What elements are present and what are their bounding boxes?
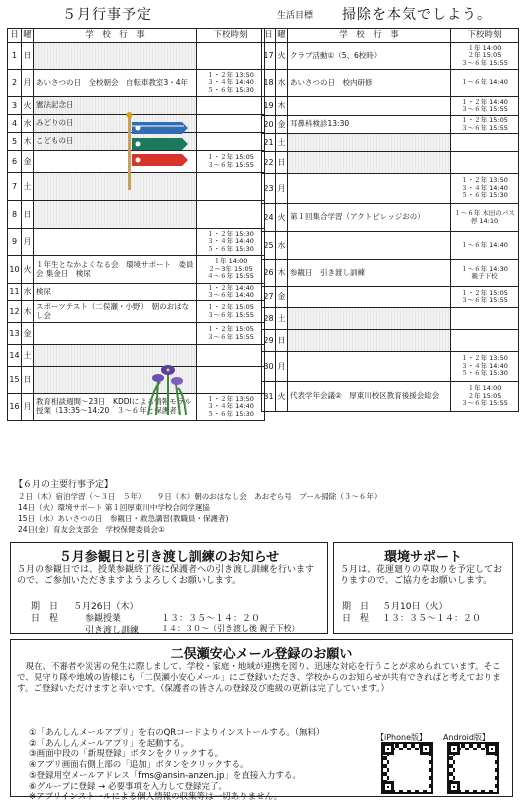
dismissal-cell: １・２年 15:30 ３・４年 14:40 ５・６年 15:30 — [197, 229, 265, 256]
weekday-cell: 金 — [276, 116, 288, 134]
calendar-row — [262, 134, 519, 152]
day-cell: 30 — [262, 352, 276, 382]
event-cell: こどもの日 — [34, 133, 197, 151]
day-cell: 1 — [8, 43, 22, 70]
visit-program-label: 日 程 — [31, 614, 59, 624]
dismissal-cell: １・２年 15:05 ３〜６年 15:55 — [451, 116, 519, 134]
weekday-cell: 月 — [22, 70, 34, 97]
calendar-row — [262, 97, 519, 116]
day-cell: 5 — [8, 133, 22, 151]
calendar-row — [262, 70, 519, 97]
dismissal-cell: １年 14:00 ２年 15:05 ３〜６年 15:55 — [451, 382, 519, 412]
dismissal-cell: １・２年 14:40 ３〜６年 15:55 — [451, 97, 519, 116]
dismissal-cell: １・２年 15:05 ３〜６年 15:55 — [197, 301, 265, 323]
calendar-row — [262, 382, 519, 412]
calendar-row — [8, 323, 265, 345]
event-cell — [34, 323, 197, 345]
weekday-cell: 日 — [276, 152, 288, 174]
iphone-label: 【iPhone版】 — [376, 733, 428, 742]
visit-program-2: 引き渡し訓練 — [85, 626, 140, 636]
mail-step: ※アプリインストールによる個人情報の収集等は一切ありません。 — [29, 792, 283, 803]
calendar-row — [8, 256, 265, 284]
weekday-cell: 木 — [276, 97, 288, 116]
dismissal-cell: １・２年 15:05 ３〜６年 15:55 — [197, 151, 265, 173]
calendar-row — [8, 394, 265, 421]
weekday-cell: 月 — [276, 174, 288, 204]
event-cell: 憲法記念日 — [34, 97, 197, 115]
event-cell: あいさつの日 校内研修 — [288, 70, 451, 97]
dismissal-cell: １〜６年 木田のバス停 14:10 — [451, 204, 519, 232]
environment-date: ５月10日（火） — [382, 602, 448, 612]
event-cell: １年生となかよくなる会 環境サポート 委員会 集金日 検尿 — [34, 256, 197, 284]
weekday-cell: 水 — [22, 284, 34, 301]
day-cell: 28 — [262, 308, 276, 330]
mail-step: ⑤登録用空メールアドレス「fms@ansin-anzen.jp」を直接入力する。 — [29, 770, 301, 781]
environment-body: ５月は、花運廻りの草取りを予定しておりますので、ご協力をお願いします。 — [340, 565, 503, 587]
dismissal-cell — [451, 152, 519, 174]
koinobori-illustration — [124, 112, 192, 192]
col-weekday: 曜 — [22, 29, 34, 43]
mail-step: ①「あんしんメールアプリ」を右のQRコードよりインストールする。（無料） — [29, 728, 325, 738]
june-heading: 【６月の主要行事予定】 — [14, 480, 114, 490]
day-cell: 12 — [8, 301, 22, 323]
dismissal-cell — [451, 330, 519, 352]
day-cell: 23 — [262, 174, 276, 204]
calendar-row — [8, 367, 265, 394]
day-cell: 3 — [8, 97, 22, 115]
iris-illustration — [140, 360, 196, 416]
event-cell: クラブ活動①（5、6校時） — [288, 43, 451, 70]
visit-body: ５月の参観日では、授業参観終了後に保護者への引き渡し訓練を行いますので、ご参加いただきますようよろしくお願いします。 — [17, 565, 315, 587]
event-cell — [288, 232, 451, 260]
event-cell — [288, 134, 451, 152]
calendar-row — [262, 232, 519, 260]
weekday-cell: 土 — [276, 308, 288, 330]
weekday-cell: 火 — [276, 204, 288, 232]
dismissal-cell — [197, 367, 265, 394]
dismissal-cell — [197, 115, 265, 133]
android-label: Android版】 — [443, 733, 490, 742]
environment-date-label: 期 日 — [342, 602, 370, 612]
dismissal-cell: １・２年 13:50 ３・４年 14:40 ５・６年 15:30 — [451, 174, 519, 204]
calendar-row — [262, 116, 519, 134]
calendar-row — [8, 43, 265, 70]
mail-step: ②「あんしんメールアプリ」を起動する。 — [29, 738, 190, 749]
event-cell — [288, 352, 451, 382]
event-cell — [288, 330, 451, 352]
android-qr-code[interactable] — [447, 742, 499, 794]
environment-title: 環境サポート — [383, 550, 462, 565]
calendar-row — [262, 43, 519, 70]
june-line: 14日（火）環境サポート 第１回厚東川中学校合同学運協 — [18, 503, 210, 512]
visit-program-2-time: １４：３０〜（引き渡し後 親子下校） — [161, 624, 300, 633]
event-cell — [34, 229, 197, 256]
calendar-row — [262, 174, 519, 204]
weekday-cell: 木 — [276, 260, 288, 287]
dismissal-cell: １・２年 13:50 ３・４年 14:40 ５・６年 15:30 — [451, 352, 519, 382]
calendar-row — [8, 229, 265, 256]
iphone-qr-code[interactable] — [381, 742, 433, 794]
event-cell — [288, 152, 451, 174]
environment-time: １３：３５〜１４：２０ — [382, 614, 482, 624]
event-cell: 第１回集合学習（アクトビレッジおの） — [288, 204, 451, 232]
weekday-cell: 水 — [276, 232, 288, 260]
day-cell: 11 — [8, 284, 22, 301]
day-cell: 27 — [262, 287, 276, 308]
dismissal-cell: １〜６年 14:40 — [451, 70, 519, 97]
event-cell: スポーツテスト（二俣瀬・小野） 朝のおはなし会 — [34, 301, 197, 323]
june-line: 15日（水）あいさつの日 参観日・救急講習(教職員・保護者) — [18, 514, 229, 523]
visit-date: ５月26日（木） — [73, 602, 139, 612]
day-cell: 6 — [8, 151, 22, 173]
dismissal-cell — [451, 308, 519, 330]
dismissal-cell: １年 14:00 ２〜3年 15:05 ４〜６年 15:55 — [197, 256, 265, 284]
dismissal-cell — [197, 173, 265, 201]
weekday-cell: 火 — [276, 43, 288, 70]
day-cell: 15 — [8, 367, 22, 394]
day-cell: 20 — [262, 116, 276, 134]
weekday-cell: 木 — [22, 133, 34, 151]
weekday-cell: 金 — [22, 323, 34, 345]
weekday-cell: 月 — [276, 352, 288, 382]
calendar-row — [8, 284, 265, 301]
calendar-left — [7, 28, 265, 421]
day-cell: 17 — [262, 43, 276, 70]
event-cell: みどりの日 — [34, 115, 197, 133]
dismissal-cell: １・２年 15:05 ３〜６年 15:55 — [197, 323, 265, 345]
mail-step: ⑥グループに登録 → 必要事項を入力して登録完了。 — [29, 781, 227, 792]
weekday-cell: 火 — [276, 382, 288, 412]
dismissal-cell — [197, 345, 265, 367]
event-cell: 代表学年会議② 厚東川校区教育後援会総会 — [288, 382, 451, 412]
day-cell: 24 — [262, 204, 276, 232]
weekday-cell: 火 — [22, 97, 34, 115]
calendar-header — [8, 29, 265, 43]
event-cell: 検尿 — [34, 284, 197, 301]
day-cell: 10 — [8, 256, 22, 284]
day-cell: 26 — [262, 260, 276, 287]
weekday-cell: 水 — [22, 115, 34, 133]
dismissal-cell: １・２年 14:40 ３〜６年 14:40 — [197, 284, 265, 301]
weekday-cell: 土 — [22, 345, 34, 367]
weekday-cell: 金 — [22, 151, 34, 173]
weekday-cell: 日 — [22, 43, 34, 70]
day-cell: 31 — [262, 382, 276, 412]
calendar-row — [262, 260, 519, 287]
visit-title: ５月参観日と引き渡し訓練のお知らせ — [58, 550, 280, 565]
col-weekday: 曜 — [276, 29, 288, 43]
event-cell — [34, 201, 197, 229]
dismissal-cell: １〜６年 14:40 — [451, 232, 519, 260]
event-cell: あいさつの日 全校朝会 自転車教室3・4年 — [34, 70, 197, 97]
event-cell — [288, 174, 451, 204]
calendar-row — [262, 152, 519, 174]
calendar-row — [8, 201, 265, 229]
visit-date-label: 期 日 — [31, 602, 59, 612]
dismissal-cell — [197, 133, 265, 151]
day-cell: 29 — [262, 330, 276, 352]
mail-step: ④アプリ画面右側上部の「追加」ボタンをクリックする。 — [29, 760, 249, 771]
environment-notice — [333, 542, 513, 634]
calendar-row — [262, 352, 519, 382]
day-cell: 13 — [8, 323, 22, 345]
weekday-cell: 水 — [276, 70, 288, 97]
calendar-row — [262, 308, 519, 330]
dismissal-cell: １・２年 13:50 ３・４年 14:40 ５・６年 15:30 — [197, 394, 265, 421]
day-cell: 9 — [8, 229, 22, 256]
june-line: ２日（木）宿泊学習（〜３日 ５年） ９日（木）朝のおはなし会 あおぞら号 プール掃除（３〜６年） — [18, 492, 382, 501]
weekday-cell: 土 — [22, 173, 34, 201]
dismissal-cell: １・２年 15:05 ３〜６年 15:55 — [451, 287, 519, 308]
day-cell: 7 — [8, 173, 22, 201]
col-day: 日 — [8, 29, 22, 43]
weekday-cell: 月 — [22, 394, 34, 421]
dismissal-cell: １〜６年 14:30 親子下校 — [451, 260, 519, 287]
dismissal-cell: １年 14:00 ２年 15:05 ３〜６年 15:55 — [451, 43, 519, 70]
event-cell: 耳鼻科検診13:30 — [288, 116, 451, 134]
dismissal-cell: １・２年 13:50 ３・４年 14:40 ５・６年 15:30 — [197, 70, 265, 97]
visit-program-1: 参観授業 — [85, 614, 122, 624]
weekday-cell: 金 — [276, 287, 288, 308]
day-cell: 25 — [262, 232, 276, 260]
dismissal-cell — [451, 134, 519, 152]
dismissal-cell — [197, 201, 265, 229]
mail-title: 二俣瀬安心メール登録のお願い — [170, 647, 353, 662]
weekday-cell: 日 — [22, 367, 34, 394]
col-event: 学 校 行 事 — [288, 29, 451, 43]
page-title: ５月行事予定 — [62, 7, 152, 23]
day-cell: 4 — [8, 115, 22, 133]
dismissal-cell — [197, 97, 265, 115]
mail-body: 現在、不審者や災害の発生に際しまして、学校・家庭・地域が連携を図り、迅速な対応を行うことが求められています。そこで、見守り隊や地域の皆様にも「二俣瀬小安心メール」にご登録いただき、学校からのお知らせが共有できればと考えております。ご登録いただけますと幸いです。（保護者の皆さんの登録及び進級の更新は完了しています。） — [17, 662, 501, 695]
page-header — [0, 0, 521, 26]
visit-notice — [10, 542, 328, 634]
col-dismissal: 下校時刻 — [197, 29, 265, 43]
calendar-row — [262, 204, 519, 232]
environment-program-label: 日 程 — [342, 614, 370, 624]
calendar-row — [8, 70, 265, 97]
calendar-right — [261, 28, 519, 412]
goal-text: 掃除を本気でしよう。 — [342, 7, 492, 23]
event-cell: 参観日 引き渡し訓練 — [288, 260, 451, 287]
calendar-header — [262, 29, 519, 43]
event-cell: 教育相談週間〜23日 KDDIによる情報モラル授業（13:35〜14:20 ３〜６年と保護者） — [34, 394, 197, 421]
weekday-cell: 土 — [276, 134, 288, 152]
event-cell — [34, 43, 197, 70]
weekday-cell: 日 — [22, 201, 34, 229]
calendar-row — [8, 345, 265, 367]
col-event: 学 校 行 事 — [34, 29, 197, 43]
visit-program-1-time: １３：３５〜１４：２０ — [161, 614, 261, 624]
weekday-cell: 月 — [22, 229, 34, 256]
event-cell — [288, 97, 451, 116]
mail-step: ③画面中段の「新規登録」ボタンをクリックする。 — [29, 749, 224, 760]
day-cell: 14 — [8, 345, 22, 367]
event-cell — [288, 287, 451, 308]
day-cell: 19 — [262, 97, 276, 116]
june-line: 24日(金）育友会支部会 学校保健委員会① — [18, 525, 165, 534]
calendar-row — [262, 330, 519, 352]
weekday-cell: 火 — [22, 256, 34, 284]
calendar-row — [262, 287, 519, 308]
event-cell — [288, 308, 451, 330]
weekday-cell: 木 — [22, 301, 34, 323]
mail-notice — [10, 639, 513, 803]
weekday-cell: 日 — [276, 330, 288, 352]
day-cell: 2 — [8, 70, 22, 97]
calendar-row — [8, 301, 265, 323]
day-cell: 22 — [262, 152, 276, 174]
day-cell: 21 — [262, 134, 276, 152]
day-cell: 16 — [8, 394, 22, 421]
day-cell: 8 — [8, 201, 22, 229]
mail-steps — [29, 728, 325, 803]
col-day: 日 — [262, 29, 276, 43]
goal-label: 生活目標 — [277, 11, 314, 21]
dismissal-cell — [197, 43, 265, 70]
day-cell: 18 — [262, 70, 276, 97]
col-dismissal: 下校時刻 — [451, 29, 519, 43]
